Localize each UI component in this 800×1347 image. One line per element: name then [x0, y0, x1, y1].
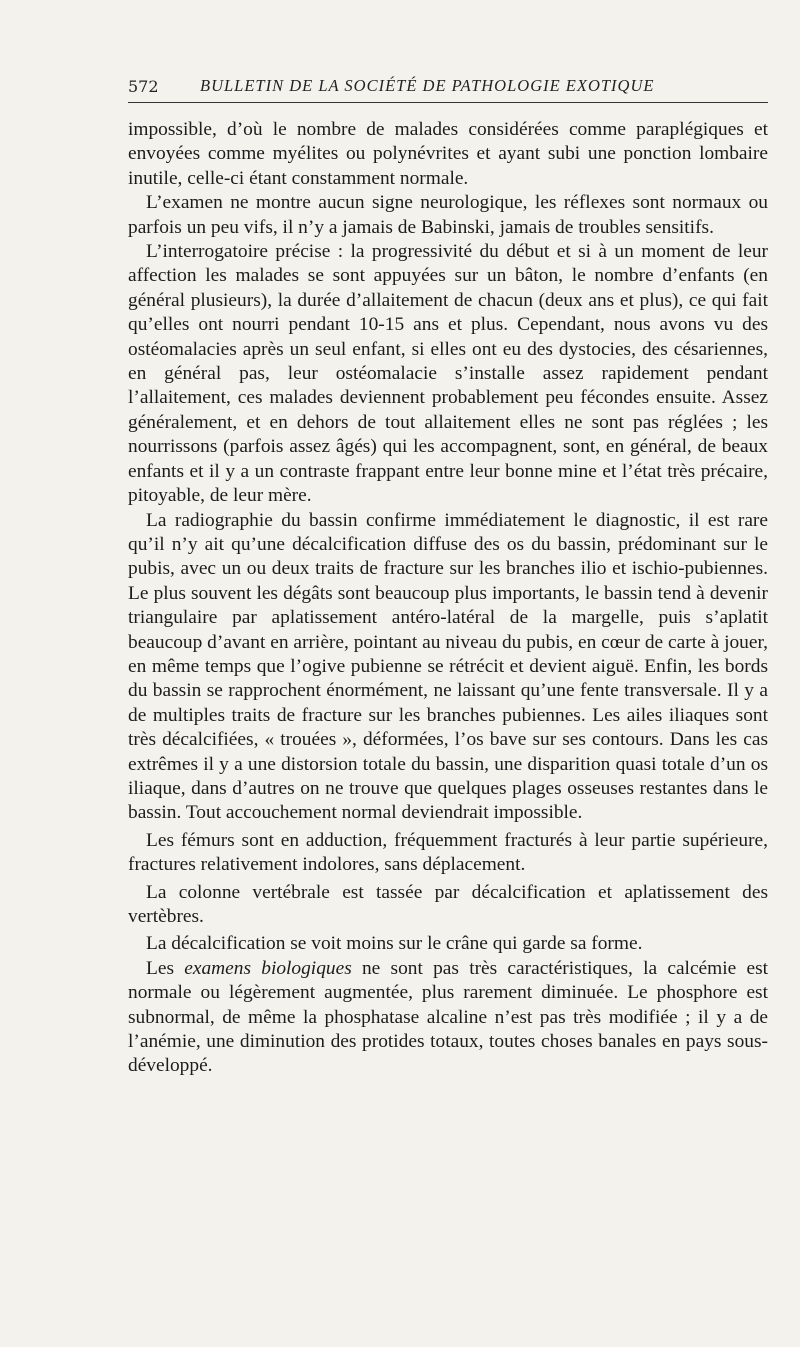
- italic-term: examens biologiques: [184, 957, 352, 979]
- paragraph-femurs: Les fémurs sont en adduction, fréquemment fracturés à leur partie supérieure, fractures relativement indolores, sans déplacement.: [128, 829, 768, 876]
- paragraph-continuation: impossible, d’où le nombre de malades considérées comme paraplégiques et envoyées comme myélites ou polynévrites et ayant subi une ponction lombaire inutile, celle-ci étant constamment normale.: [128, 119, 768, 189]
- page-header: [128, 72, 768, 103]
- body-text: [128, 118, 768, 1079]
- page-number: 572: [128, 77, 159, 96]
- paragraph-prefix: Les: [146, 957, 185, 979]
- running-head: BULLETIN DE LA SOCIÉTÉ DE PATHOLOGIE EXOTIQUE: [200, 76, 655, 95]
- paragraph-crane: La décalcification se voit moins sur le crâne qui garde sa forme.: [146, 933, 643, 955]
- paragraph-examen: L’examen ne montre aucun signe neurologique, les réflexes sont normaux ou parfois un peu vifs, il n’y a jamais de Babinski, jamais de troubles sensitifs.: [128, 192, 768, 238]
- paragraph-examens-biologiques: [128, 957, 768, 1079]
- paragraph-colonne: La colonne vertébrale est tassée par décalcification et aplatissement des vertèbres.: [128, 881, 768, 927]
- paragraph-suffix: ne sont pas très caractéristiques, la calcémie est normale ou légèrement augmentée, plus rarement diminuée. Le phosphore est subnormal, de même la phosphatase alcaline n’est pas très modifiée ; il y a de l’anémie, une diminution des protides totaux, toutes choses banales en pays sous-développé.: [128, 957, 769, 1077]
- paragraph-radiographie: La radiographie du bassin confirme immédiatement le diagnostic, il est rare qu’il n’y ait qu’une décalcification diffuse des os du bassin, prédominant sur le pubis, avec un ou deux traits de fracture sur les branches ilio et ischio-pubiennes. Le plus souvent les dégâts sont beaucoup plus importants, le bassin tend à devenir triangulaire par aplatissement antéro-latéral de la margelle, puis s’aplatit beaucoup d’avant en arrière, pointant au niveau du pubis, en cœur de carte à jouer, en même temps que l’ogive pubienne se rétrécit et devient aiguë. Enfin, les bords du bassin se rapprochent énormément, ne laissant qu’une fente transversale. Il y a de multiples traits de fracture sur les branches pubiennes. Les ailes iliaques sont très décalcifiées, « trouées », déformées, l’os bave sur ses contours. Dans les cas extrêmes il y a une distorsion totale du bassin, une disparition quasi totale d’un os iliaque, dans d’autres on ne trouve que quelques plages osseuses restantes dans le bassin. Tout accouchement normal deviendrait impossible.: [128, 509, 768, 824]
- paragraph-interrogatoire: L’interrogatoire précise : la progressivité du début et si à un moment de leur affection les malades se sont appuyées sur un bâton, le nombre d’enfants (en général plusieurs), la durée d’allaitement de chacun (deux ans et plus), ce qui fait qu’elles ont nourri pendant 10-15 ans et plus. Cependant, nous avons vu des ostéomalacies après un seul enfant, si elles ont eu des dystocies, des césariennes, en général pas, leur ostéomalacie s’installe assez rapidement pendant l’allaitement, ces malades deviennent probablement peu fécondes ensuite. Assez généralement, et en dehors de tout allaitement elles ne sont pas réglées ; les nourrissons (parfois assez âgés) qui les accompagnent, sont, en général, de beaux enfants et il y a un contraste frappant entre leur bonne mine et l’état très précaire, pitoyable, de leur mère.: [128, 241, 768, 507]
